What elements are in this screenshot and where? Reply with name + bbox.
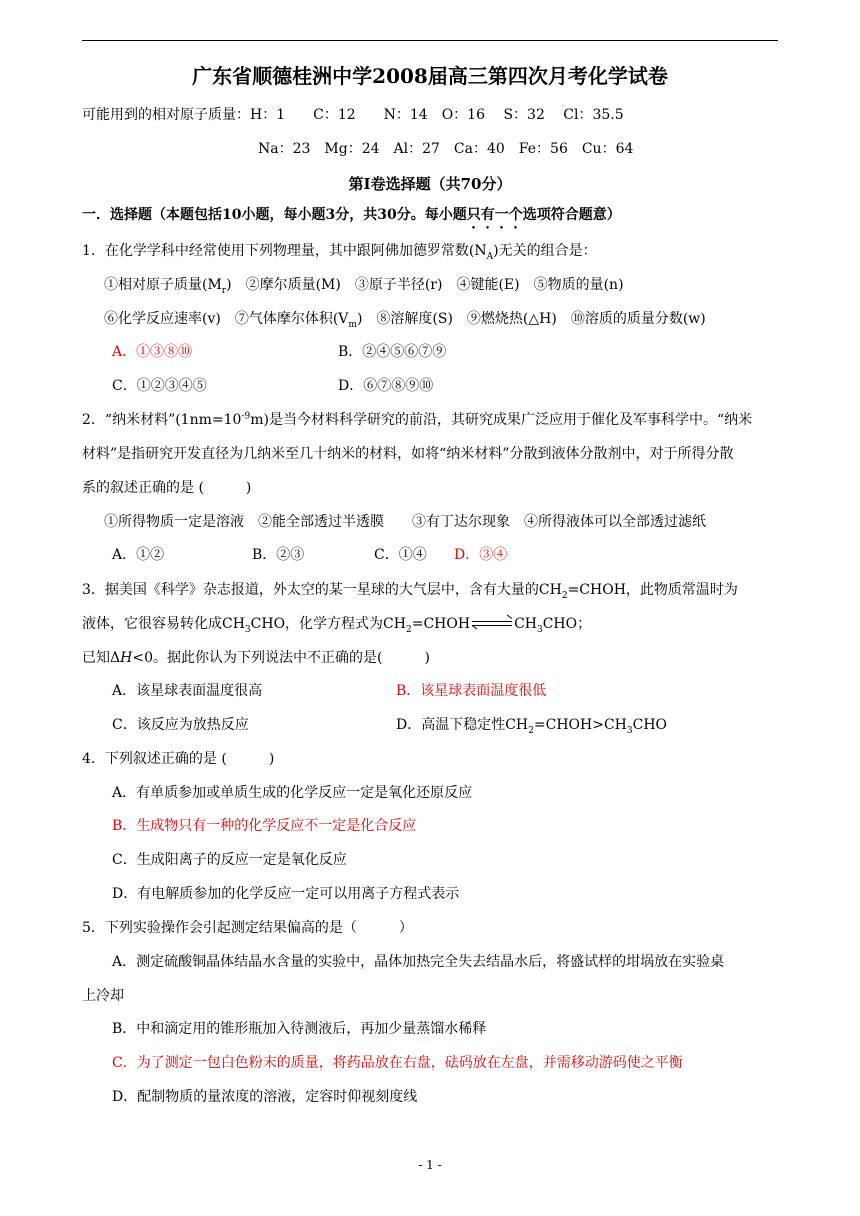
q2-stem-line-2: 材料”是指研究开发直径为几纳米至几十纳米的材料，如将“纳米材料”分散到液体分散剂中，对于所得分散 xyxy=(82,446,734,462)
atomic-masses-line-1: 可能用到的相对原子质量：H：1 C：12 N：14 O：16 S：32 Cl：35.5 xyxy=(82,107,624,123)
part1-heading-end: 选项符合题意） xyxy=(522,207,621,223)
q3-option-a: A．该星球表面温度很高 xyxy=(112,683,263,699)
q5-stem: 5．下列实验操作会引起测定结果偏高的是（ ） xyxy=(82,920,413,936)
page-number: - 1 - xyxy=(418,1158,442,1172)
q4-stem: 4．下列叙述正确的是 ( ) xyxy=(82,751,275,767)
q4-option-d: D．有电解质参加的化学反应一定可以用离子方程式表示 xyxy=(112,886,460,902)
page-title: 广东省顺德桂洲中学2008届高三第四次月考化学试卷 xyxy=(192,64,668,88)
q4-option-b: B．生成物只有一种的化学反应不一定是化合反应 xyxy=(112,818,417,834)
q5-option-d: D．配制物质的量浓度的溶液，定容时仰视刻度线 xyxy=(112,1089,418,1105)
q3-stem-line-1: 3．据美国《科学》杂志报道，外太空的某一星球的大气层中，含有大量的$CH_2=CHOH$，此物质常温时为 xyxy=(82,582,738,601)
q4-option-c: C．生成阳离子的反应一定是氧化反应 xyxy=(112,852,347,868)
q1-stem: 1．在化学学科中经常使用下列物理量，其中跟阿佛加德罗常数$(N_A)$无关的组合是： xyxy=(82,243,597,262)
q1-option-d: D．⑥⑦⑧⑨⑩ xyxy=(338,378,434,394)
q5-option-a-cont: 上冷却 xyxy=(82,988,124,1004)
q3-stem-line-2: 液体，它很容易转化成$CH_3CHO$，化学方程式为$CH_2=CHOH$ $CH_3CHO$； xyxy=(82,616,592,635)
q2-option-c: C．①④ xyxy=(374,547,427,563)
equilibrium-arrow-icon xyxy=(472,619,512,629)
q3-stem-line-3: 已知ΔH<0。据此你认为下列说法中不正确的是( ) xyxy=(82,650,430,666)
q3-option-b: B．该星球表面温度很低 xyxy=(396,683,547,699)
q1-items-2: ⑥化学反应速率(v) ⑦气体摩尔体积$(V_m)$ ⑧溶解度(S) ⑨燃烧热(△H) ⑩溶质的质量分数(w) xyxy=(104,311,706,330)
q2-stem-line-1: 2．“纳米材料$”(1nm=10^{-9}m)$是当今材料科学研究的前沿，其研究成果广泛应用于催化及军事科学中。“纳米 xyxy=(82,411,753,428)
q1-option-b: B．②④⑤⑥⑦⑨ xyxy=(338,344,447,360)
q1-option-c: C．①②③④⑤ xyxy=(112,378,207,394)
q5-option-b: B．中和滴定用的锥形瓶加入待测液后，再加少量蒸馏水稀释 xyxy=(112,1021,487,1037)
q5-option-a: A．测定硫酸铜晶体结晶水含量的实验中，晶体加热完全失去结晶水后，将盛试样的坩埚放在实验桌 xyxy=(112,954,725,970)
q4-option-a: A．有单质参加或单质生成的化学反应一定是氧化还原反应 xyxy=(112,785,473,801)
q3-option-c: C．该反应为放热反应 xyxy=(112,717,249,733)
q2-option-b: B．②③ xyxy=(252,547,305,563)
q2-option-a: A．①② xyxy=(112,547,165,563)
part1-heading-text: 一．选择题（本题包括10小题，每小题3分，共30分。每小题 xyxy=(82,207,467,223)
section-title: 第Ⅰ卷选择题（共70分） xyxy=(348,175,512,193)
q2-items: ①所得物质一定是溶液 ②能全部透过半透膜 ③有丁达尔现象 ④所得液体可以全部透过滤纸 xyxy=(104,514,706,530)
q1-option-a: A．①③⑧⑩ xyxy=(112,344,193,360)
q2-option-d: D．③④ xyxy=(454,547,508,563)
q5-option-c: C．为了测定一包白色粉末的质量，将药品放在右盘，砝码放在左盘，并需移动游码使之平衡 xyxy=(112,1055,683,1071)
part1-heading-emphasis: 只有一个 xyxy=(466,207,523,223)
q1-items-1: ①相对原子质量$(M_r)$ ②摩尔质量(M) ③原子半径(r) ④键能(E) ⑤物质的量(n) xyxy=(104,277,624,296)
header-rule xyxy=(82,40,778,41)
part1-heading xyxy=(82,205,621,232)
q3-option-d: D．高温下稳定性$CH_2=CHOH>CH_3CHO$ xyxy=(396,717,668,736)
q2-stem-line-3: 系的叙述正确的是 ( ) xyxy=(82,480,252,496)
atomic-masses-line-2: Na：23 Mg：24 Al：27 Ca：40 Fe：56 Cu：64 xyxy=(258,141,634,157)
